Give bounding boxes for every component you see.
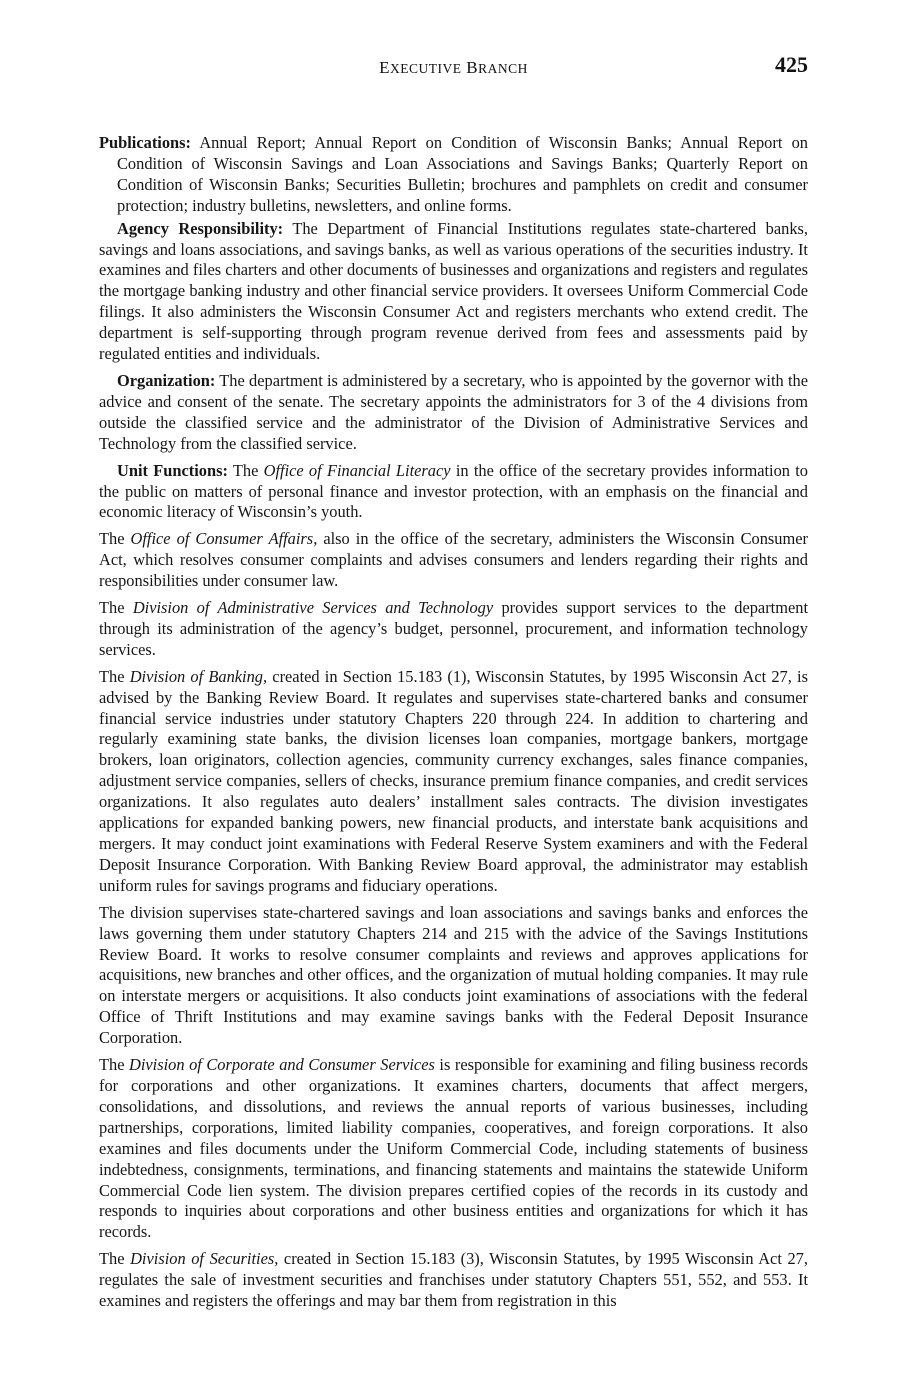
agency-responsibility-label: Agency Responsibility: [117, 218, 284, 238]
publications-label: Publications: [99, 133, 191, 152]
division-corporate-consumer-services: Division of Corporate and Consumer Services [129, 1055, 435, 1075]
organization-label: Organization: [117, 370, 216, 390]
corporate-paragraph: The Division of Corporate and Consumer Services is responsible for examining and filing business records for corporations and other organizations. It examines charters, documents that affect mergers, consolidations, and dissolutions, and reviews the annual reports of various businesses, including partnerships, corporations, limited liability companies, cooperatives, and foreign corporations. It also examines and files documents under the Uniform Commercial Code, including statements of business indebtedness, consignments, terminations, and financing statements and maintains the statewide Uniform Commercial Code lien system. The division prepares certified copies of the records in its custody and responds to inquiries about corporations and other business entities and organizations for which it has records. [99, 1055, 808, 1242]
division-of-securities: Division of Securities, [130, 1249, 279, 1269]
banking-paragraph: The Division of Banking, created in Section 15.183 (1), Wisconsin Statutes, by 1995 Wisconsin Act 27, is advised by the Banking Review Board. It regulates and supervises state-chartered banks and consumer financial service industries under statutory Chapters 220 through 224. In addition to chartering and regularly examining state banks, the division licenses loan companies, mortgage bankers, mortgage brokers, loan originators, collection agencies, community currency exchanges, sales finance companies, adjustment service companies, sellers of checks, insurance premium finance companies, and credit services organizations. It also regulates auto dealers’ installment sales contracts. The division investigates applications for expanded banking powers, new financial products, and interstate bank acquisitions and mergers. It may conduct joint examinations with Federal Reserve System examiners and with the Federal Deposit Insurance Corporation. With Banking Review Board approval, the administrator may establish uniform rules for savings programs and fiduciary operations. [99, 666, 808, 895]
division-admin-services: Division of Administrative Services and Technology [132, 598, 494, 618]
body-text [99, 133, 808, 1318]
admin-services-paragraph: The Division of Administrative Services and Technology provides support services to the department through its administration of the agency’s budget, personnel, procurement, and information technology services. [99, 598, 808, 659]
consumer-affairs-paragraph: The Office of Consumer Affairs, also in the office of the secretary, administers the Wisconsin Consumer Act, which resolves consumer complaints and advises consumers and lenders regarding their rights and responsibilities under consumer law. [99, 529, 808, 591]
division-of-banking: Division of Banking, [129, 666, 268, 686]
unit-functions-paragraph: Unit Functions: The Office of Financial Literacy in the office of the secretary provides information to the public on matters of personal finance and investor protection, with an emphasis on the financial and economic literacy of Wisconsin’s youth. [99, 460, 808, 522]
savings-paragraph: The division supervises state-chartered savings and loan associations and savings banks and enforces the laws governing them under statutory Chapters 214 and 215 with the advice of the Savings Institutions Review Board. It works to resolve consumer complaints and reviews and approves applications for acquisitions, new branches and other offices, and the organization of mutual holding companies. It may rule on interstate mergers or acquisitions. It also conducts joint examinations of associations with the federal Office of Thrift Institutions and may examine savings banks with the Federal Deposit Insurance Corporation. [99, 902, 808, 1048]
agency-responsibility-paragraph: Agency Responsibility: The Department of Financial Institutions regulates state-chartered banks, savings and loans associations, and savings banks, as well as various operations of the securities industry. It examines and files charters and other documents of businesses and organizations and registers and regulates the mortgage banking industry and other financial service providers. It oversees Uniform Commercial Code filings. It also administers the Wisconsin Consumer Act and registers merchants who extend credit. The department is self-supporting through program revenue derived from fees and assessments paid by regulated entities and individuals. [99, 218, 808, 364]
publications-paragraph: Publications: Annual Report; Annual Report on Condition of Wisconsin Banks; Annual Report on Condition of Wisconsin Savings and Loan Associations and Savings Banks; Quarterly Report on Condition of Wisconsin Banks; Securities Bulletin; brochures and pamphlets on credit and consumer protection; industry bulletins, newsletters, and online forms. [99, 133, 808, 215]
unit-functions-label: Unit Functions: [117, 460, 228, 480]
running-head [99, 52, 808, 82]
office-of-consumer-affairs: Office of Consumer Affairs [130, 529, 314, 549]
organization-paragraph: Organization: The department is administered by a secretary, who is appointed by the governor with the advice and consent of the senate. The secretary appoints the administrators for 3 of the 4 divisions from outside the classified service and the administrator of the Division of Administrative Services and Technology from the classified service. [99, 370, 808, 453]
page-number: 425 [775, 52, 808, 77]
securities-paragraph: The Division of Securities, created in Section 15.183 (3), Wisconsin Statutes, by 1995 Wisconsin Act 27, regulates the sale of investment securities and franchises under statutory Chapters 551, 552, and 553. It examines and registers the offerings and may bar them from registration in this [99, 1249, 808, 1311]
office-of-financial-literacy: Office of Financial Literacy [263, 460, 451, 480]
running-head-title: EXECUTIVE BRANCH [379, 58, 528, 77]
